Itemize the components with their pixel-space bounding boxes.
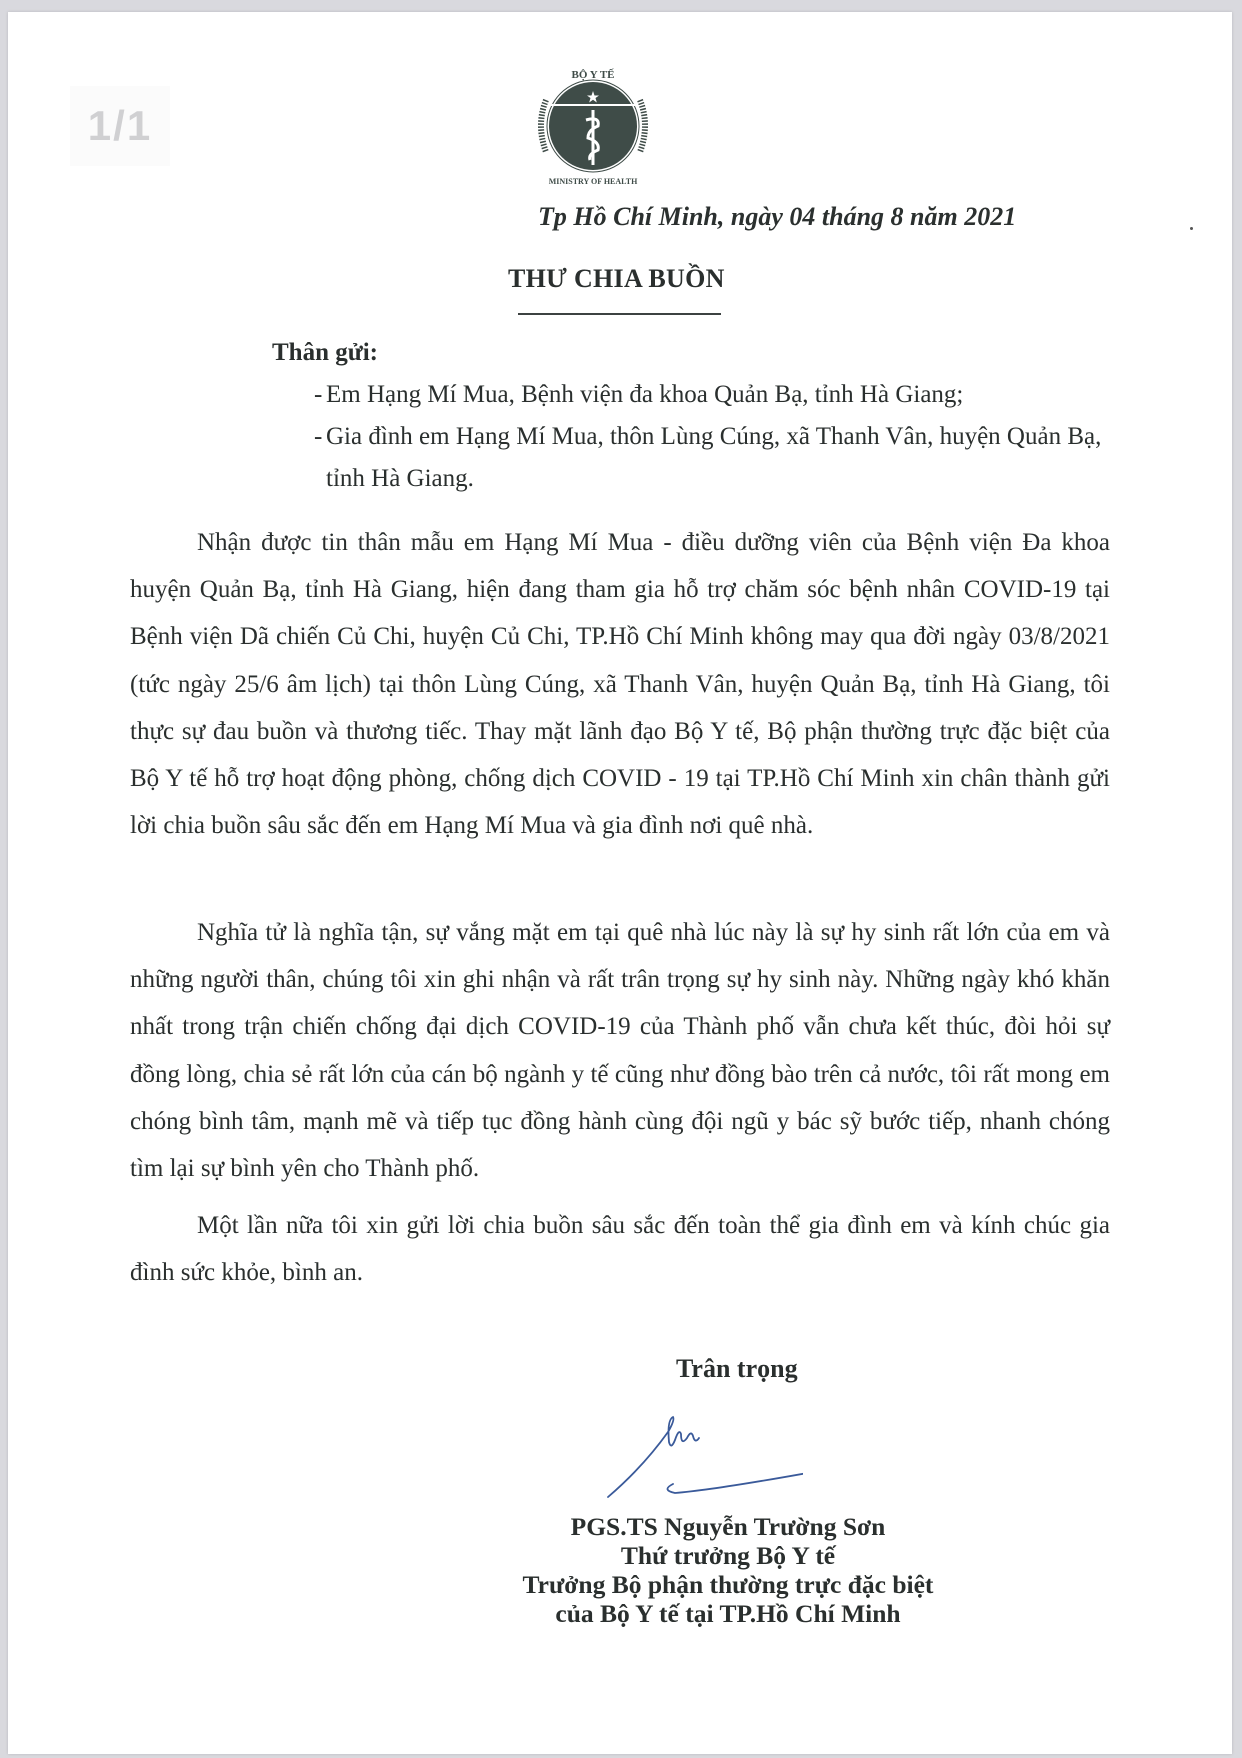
- recipients-label: Thân gửi:: [272, 339, 379, 366]
- signer-name: PGS.TS Nguyễn Trường Sơn: [570, 1512, 886, 1541]
- bullet-dash: -: [314, 381, 323, 408]
- recipient-text: Em Hạng Mí Mua, Bệnh viện đa khoa Quản Bạ, tỉnh Hà Giang;: [326, 381, 964, 408]
- body-paragraph-2: [130, 909, 1110, 1192]
- letter-title: THƯ CHIA BUỒN: [508, 264, 725, 293]
- recipient-item: [272, 416, 1126, 500]
- recipients-block: [272, 332, 1126, 500]
- paragraph-text: Một lần nữa tôi xin gửi lời chia buồn sâu sắc đến toàn thể gia đình em và kính chúc gia đình sức khỏe, bình an.: [130, 1212, 1110, 1287]
- title-underline: [518, 313, 721, 315]
- body-paragraph-1: [130, 519, 1110, 849]
- recipient-item: [272, 374, 1126, 416]
- signer-block: [488, 1512, 968, 1628]
- svg-text:MINISTRY OF HEALTH: MINISTRY OF HEALTH: [548, 177, 638, 186]
- scan-speck: [1190, 227, 1193, 230]
- ministry-of-health-emblem-icon: [528, 60, 658, 190]
- signer-title: của Bộ Y tế tại TP.Hồ Chí Minh: [555, 1599, 901, 1628]
- date-line: Tp Hồ Chí Minh, ngày 04 tháng 8 năm 2021: [538, 202, 1017, 231]
- page-counter: 1/1: [70, 86, 170, 166]
- handwritten-signature-icon: [603, 1392, 803, 1512]
- signer-title: Trưởng Bộ phận thường trực đặc biệt: [522, 1570, 934, 1599]
- paragraph-text: Nhận được tin thân mẫu em Hạng Mí Mua - điều dưỡng viên của Bệnh viện Đa khoa huyện Quản Bạ, tỉnh Hà Giang, hiện đang tham gia hỗ trợ chăm sóc bệnh nhân COVID-19 tại Bệnh viện Dã chiến Củ Chi, huyện Củ Chi, TP.Hồ Chí Minh không may qua đời ngày 03/8/2021 (tức ngày 25/6 âm lịch) tại thôn Lùng Cúng, xã Thanh Vân, huyện Quản Bạ, tỉnh Hà Giang, tôi thực sự đau buồn và thương tiếc. Thay mặt lãnh đạo Bộ Y tế, Bộ phận thường trực đặc biệt của Bộ Y tế hỗ trợ hoạt động phòng, chống dịch COVID - 19 tại TP.Hồ Chí Minh xin chân thành gửi lời chia buồn sâu sắc đến em Hạng Mí Mua và gia đình nơi quê nhà.: [130, 529, 1110, 840]
- signer-title: Thứ trưởng Bộ Y tế: [620, 1541, 836, 1570]
- body-paragraph-3: [130, 1202, 1110, 1296]
- paragraph-text: Nghĩa tử là nghĩa tận, sự vắng mặt em tại quê nhà lúc này là sự hy sinh rất lớn của em và những người thân, chúng tôi xin ghi nhận và rất trân trọng sự hy sinh này. Những ngày khó khăn nhất trong trận chiến chống đại dịch COVID-19 của Thành phố vẫn chưa kết thúc, đòi hỏi sự đồng lòng, chia sẻ rất lớn của cán bộ ngành y tế cũng như đồng bào trên cả nước, tôi rất mong em chóng bình tâm, mạnh mẽ và tiếp tục đồng hành cùng đội ngũ y bác sỹ bước tiếp, nhanh chóng tìm lại sự bình yên cho Thành phố.: [130, 919, 1110, 1183]
- recipient-text: Gia đình em Hạng Mí Mua, thôn Lùng Cúng, xã Thanh Vân, huyện Quản Bạ, tỉnh Hà Giang.: [326, 423, 1102, 492]
- svg-text:BỘ Y TẾ: BỘ Y TẾ: [571, 69, 615, 81]
- document-page: [8, 12, 1232, 1754]
- closing-salutation: Trân trọng: [676, 1354, 798, 1383]
- bullet-dash: -: [314, 423, 323, 450]
